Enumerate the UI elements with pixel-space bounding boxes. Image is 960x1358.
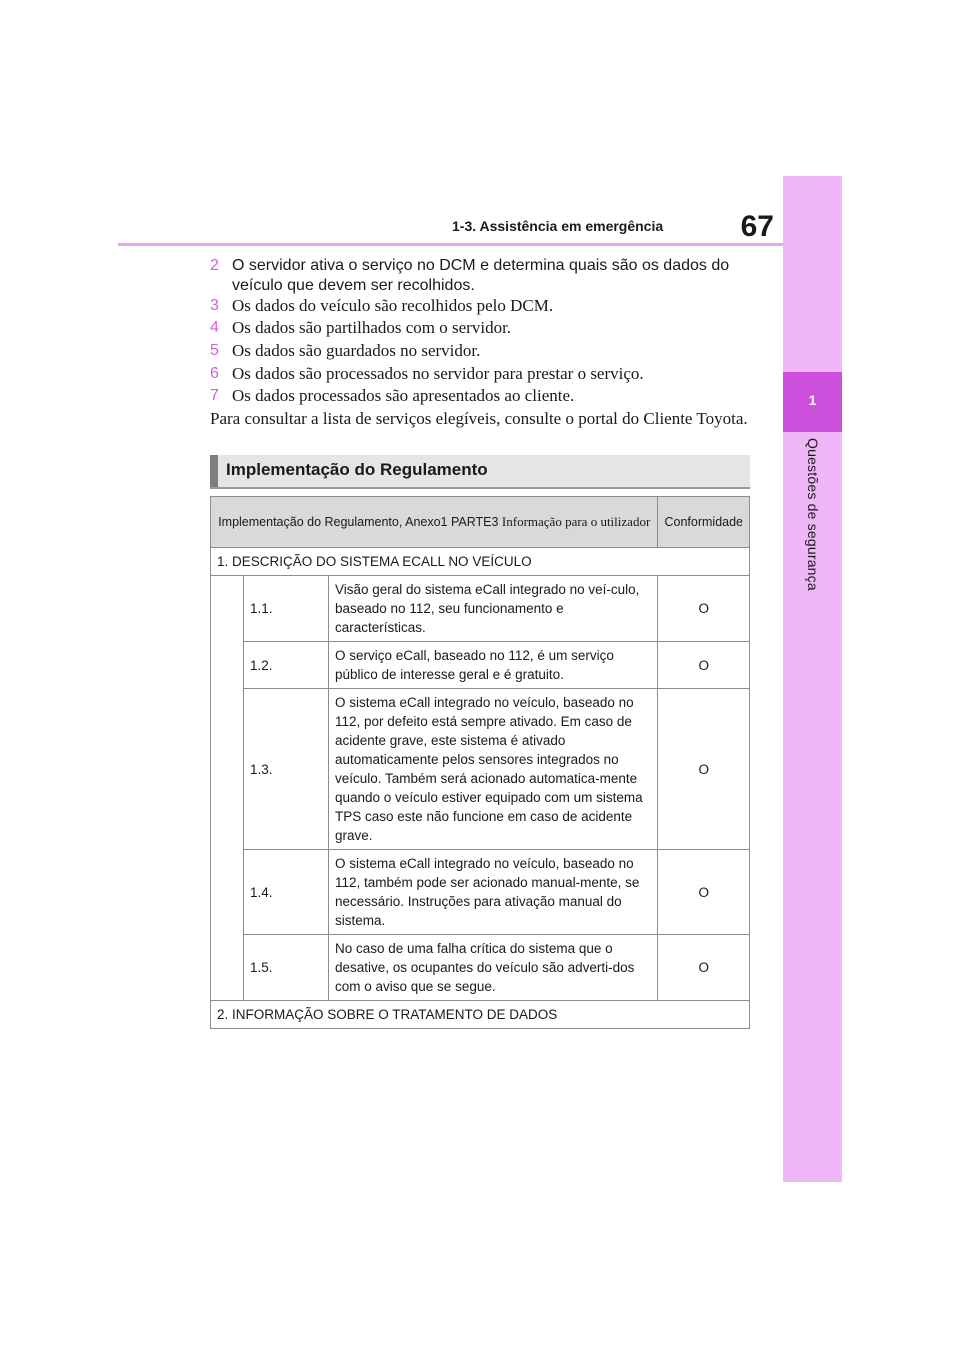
table-header-row <box>211 497 750 548</box>
step-number: 3 <box>210 297 219 314</box>
table-section-title: 2. INFORMAÇÃO SOBRE O TRATAMENTO DE DADOS <box>211 1001 750 1029</box>
step-text: Os dados processados são apresentados ao cliente. <box>232 386 575 405</box>
row-number: 1.2. <box>244 642 329 689</box>
step-text: Os dados são processados no servidor para prestar o serviço. <box>232 364 644 383</box>
row-description: O sistema eCall integrado no veículo, baseado no 112, também pode ser acionado manual-mente, se necessário. Instruções para ativação manual do sistema. <box>329 850 658 935</box>
step-item <box>210 341 750 361</box>
table-row <box>211 642 750 689</box>
page-number: 67 <box>740 210 774 243</box>
row-conformity: O <box>658 576 750 642</box>
step-text: Os dados são guardados no servidor. <box>232 341 481 360</box>
table-header-main <box>211 497 658 548</box>
step-number: 2 <box>210 257 219 274</box>
table-row <box>211 576 750 642</box>
heading-accent <box>210 455 218 487</box>
row-conformity: O <box>658 935 750 1001</box>
step-number: 4 <box>210 319 219 336</box>
step-item <box>210 386 750 406</box>
row-conformity: O <box>658 689 750 850</box>
header-rule <box>118 243 783 246</box>
row-number: 1.5. <box>244 935 329 1001</box>
row-description: O sistema eCall integrado no veículo, baseado no 112, por defeito está sempre ativado. Em caso de acidente grave, este sistema é ativado automaticamente pelos sensores integrados no veículo. Também será acionado automatica-mente quando o veículo estiver equipado com um sistema TPS caso este não funcione em caso de acidente grave. <box>329 689 658 850</box>
table-section-row <box>211 1001 750 1029</box>
step-item <box>210 364 750 384</box>
row-description: No caso de uma falha crítica do sistema que o desative, os ocupantes do veículo são adverti-dos com o aviso que se segue. <box>329 935 658 1001</box>
step-number: 5 <box>210 342 219 359</box>
row-conformity: O <box>658 850 750 935</box>
table-section-title: 1. DESCRIÇÃO DO SISTEMA ECALL NO VEÍCULO <box>211 548 750 576</box>
step-item <box>210 296 750 316</box>
section-title: 1-3. Assistência em emergência <box>452 218 664 234</box>
step-item <box>210 256 750 296</box>
row-conformity: O <box>658 642 750 689</box>
chapter-number: 1 <box>808 392 817 408</box>
row-number: 1.3. <box>244 689 329 850</box>
row-number: 1.1. <box>244 576 329 642</box>
header-main-sans: Implementação do Regulamento, Anexo1 PARTE3 <box>218 515 502 529</box>
row-description: Visão geral do sistema eCall integrado no veí-culo, baseado no 112, seu funcionamento e características. <box>329 576 658 642</box>
row-number: 1.4. <box>244 850 329 935</box>
table-indent-cell <box>211 576 244 1001</box>
table-section-row <box>211 548 750 576</box>
chapter-title: Questões de segurança <box>805 438 821 591</box>
table-header-conformity: Conformidade <box>658 497 750 548</box>
step-item <box>210 318 750 338</box>
step-number: 7 <box>210 387 219 404</box>
step-number: 6 <box>210 365 219 382</box>
chapter-side-tab <box>783 176 842 1182</box>
table-row <box>211 689 750 850</box>
regulation-table <box>210 496 750 1029</box>
row-description: O serviço eCall, baseado no 112, é um serviço público de interesse geral e é gratuito. <box>329 642 658 689</box>
step-text: Os dados do veículo são recolhidos pelo DCM. <box>232 296 554 315</box>
table-row <box>211 850 750 935</box>
body-paragraph: Para consultar a lista de serviços elegíveis, consulte o portal do Cliente Toyota. <box>210 409 748 428</box>
table-row <box>211 935 750 1001</box>
step-text: Os dados são partilhados com o servidor. <box>232 318 512 337</box>
section-heading: Implementação do Regulamento <box>226 460 488 479</box>
header-main-serif: Informação para o utilizador <box>501 514 651 529</box>
step-text: O servidor ativa o serviço no DCM e determina quais são os dados do veículo que devem ser recolhidos. <box>232 257 730 294</box>
